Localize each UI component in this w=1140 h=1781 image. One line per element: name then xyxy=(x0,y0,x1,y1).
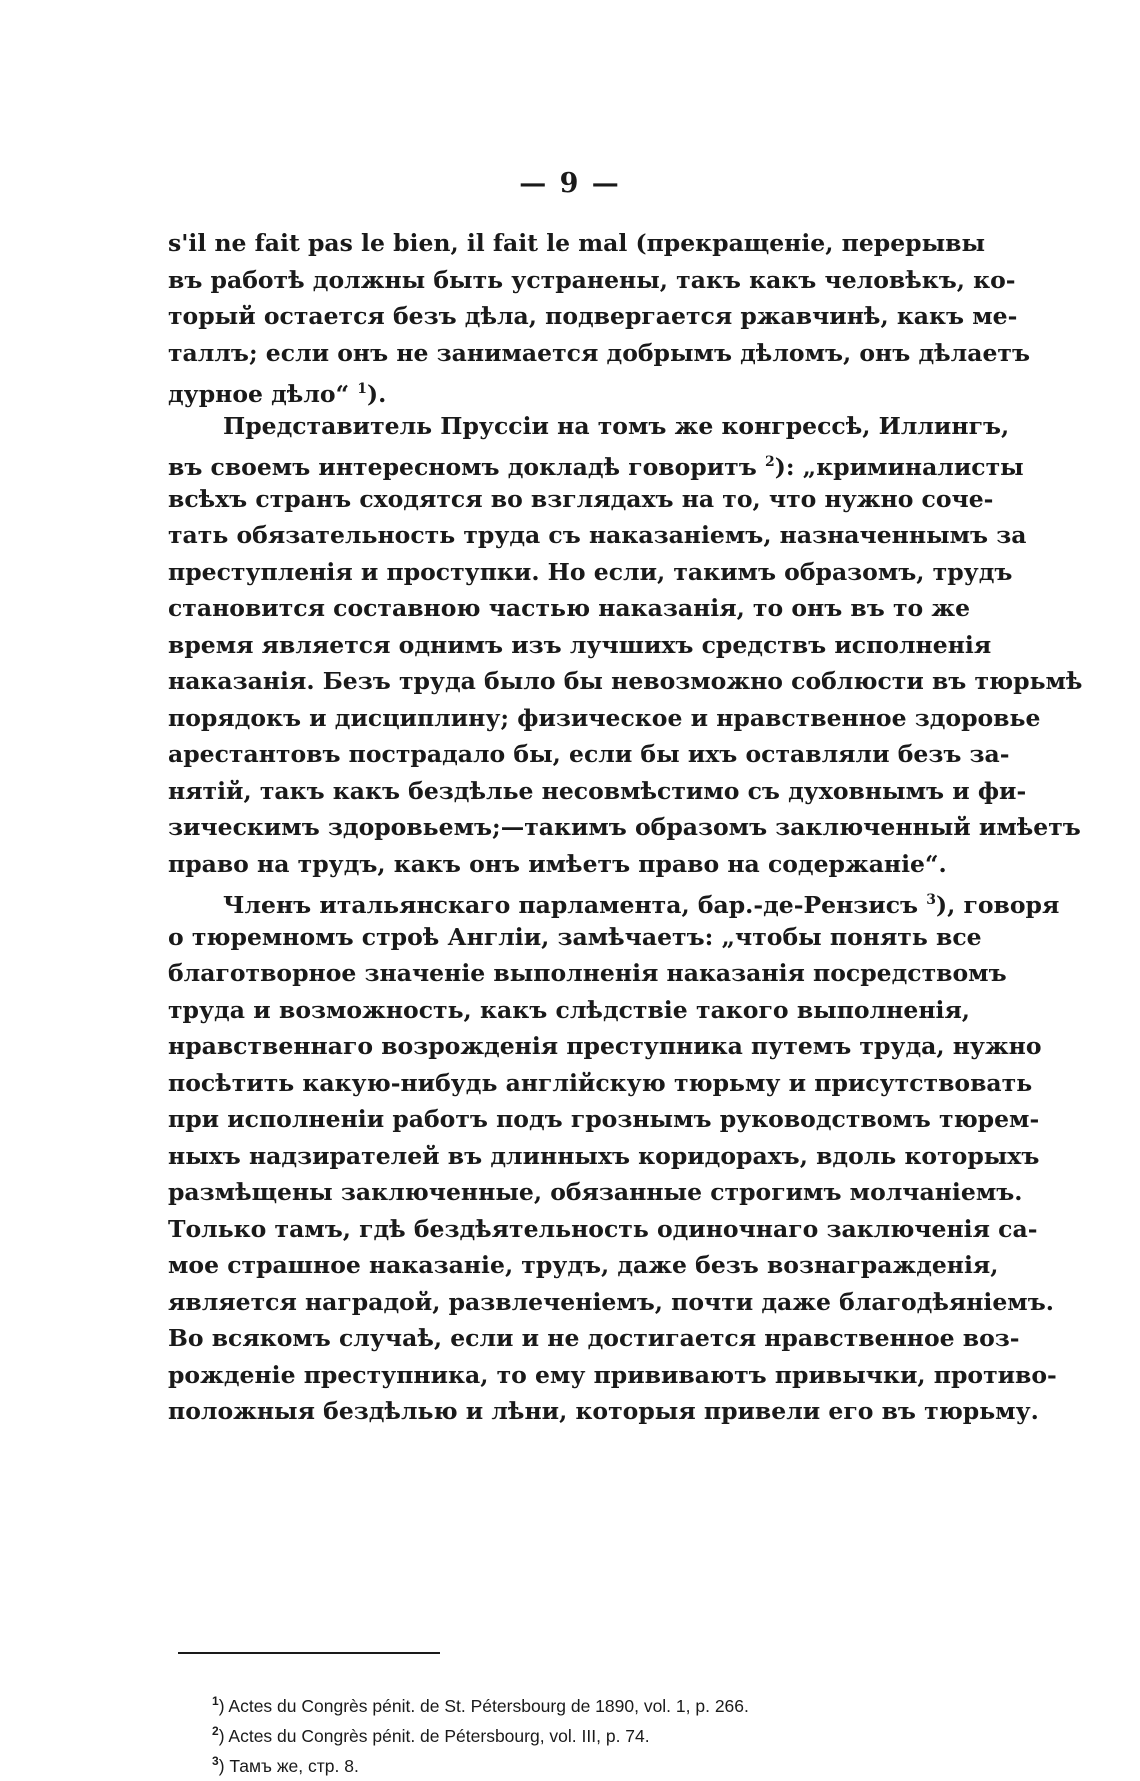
text-line: размѣщены заключенные, обязанные строгимъ молчаніемъ. xyxy=(168,1178,1023,1206)
footnote-1: $^1$) Actes du Congrès pénit. de St. Pétersbourg de 1890, vol. 1, p. 266. xyxy=(212,1694,749,1716)
text-line: Во всякомъ случаѣ, если и не достигается нравственное воз- xyxy=(168,1324,1020,1352)
text-line: положныя бездѣлью и лѣни, которыя привели его въ тюрьму. xyxy=(168,1397,1039,1425)
text-line: таллъ; если онъ не занимается добрымъ дѣломъ, онъ дѣлаетъ xyxy=(168,338,1030,367)
text-line: всѣхъ странъ сходятся во взглядахъ на то, что нужно соче- xyxy=(168,484,994,513)
text-line: рожденіе преступника, то ему прививаютъ привычки, противо- xyxy=(168,1360,1057,1389)
text-line: при исполненіи работъ подъ грознымъ руководствомъ тюрем- xyxy=(168,1105,1040,1133)
text-line: дурное дѣло“ $^1$). xyxy=(168,380,387,408)
footnote-ref-3: 3 xyxy=(926,892,936,908)
text-line: преступленія и проступки. Но если, такимъ образомъ, трудъ xyxy=(168,557,1013,586)
text-line: время является однимъ изъ лучшихъ средствъ исполненія xyxy=(168,630,992,659)
text-line: становится составною частью наказанія, то онъ въ то же xyxy=(168,594,971,622)
text-line: Членъ итальянскаго парламента, бар.-де-Рензисъ $^3$), говоря xyxy=(223,891,1060,919)
footnotes xyxy=(212,1686,972,1776)
text-line: ныхъ надзирателей въ длинныхъ коридорахъ, вдоль которыхъ xyxy=(168,1141,1040,1170)
text-line: благотворное значеніе выполненія наказанія посредствомъ xyxy=(168,959,1007,987)
text-line: нятій, такъ какъ бездѣлье несовмѣстимо съ духовнымъ и фи- xyxy=(168,776,1027,805)
footnote-ref-1: 1 xyxy=(357,381,368,397)
text-line: является наградой, развлеченіемъ, почти даже благодѣяніемъ. xyxy=(168,1287,1054,1316)
footnote-ref-2: 2 xyxy=(764,454,775,470)
footnote-3: $^3$) Тамъ же, стр. 8. xyxy=(212,1754,359,1776)
footnote-2: $^2$) Actes du Congrès pénit. de Pétersbourg, vol. III, p. 74. xyxy=(212,1724,650,1746)
text-line: право на трудъ, какъ онъ имѣетъ право на содержаніе“. xyxy=(168,849,947,878)
text-line: нравственнаго возрожденія преступника путемъ труда, нужно xyxy=(168,1032,1042,1060)
text-line: зическимъ здоровьемъ;—такимъ образомъ заключенный имѣетъ xyxy=(168,813,1081,841)
page-number: — 9 — xyxy=(519,168,621,199)
text-line: труда и возможность, какъ слѣдствіе такого выполненія, xyxy=(168,995,970,1024)
footnote-divider xyxy=(178,1652,440,1654)
text-line: порядокъ и дисциплину; физическое и нравственное здоровье xyxy=(168,703,1041,732)
text-line: въ работѣ должны быть устранены, такъ какъ человѣкъ, ко- xyxy=(168,265,1016,294)
text-line: посѣтить какую-нибудь англійскую тюрьму и присутствовать xyxy=(168,1068,1033,1097)
text-line: торый остается безъ дѣла, подвергается ржавчинѣ, какъ ме- xyxy=(168,302,1018,330)
body-text xyxy=(168,225,1083,1430)
text-line: наказанія. Безъ труда было бы невозможно соблюсти въ тюрьмѣ xyxy=(168,667,1083,695)
text-line: Только тамъ, гдѣ бездѣятельность одиночнаго заключенія са- xyxy=(168,1214,1038,1243)
text-line: арестантовъ пострадало бы, если бы ихъ оставляли безъ за- xyxy=(168,740,1010,768)
text-line: тать обязательность труда съ наказаніемъ, назначеннымъ за xyxy=(168,521,1027,549)
text-line: Представитель Пруссіи на томъ же конгрессѣ, Иллингъ, xyxy=(223,411,1010,440)
text-line: мое страшное наказаніе, трудъ, даже безъ вознагражденія, xyxy=(168,1251,999,1279)
text-line: о тюремномъ строѣ Англіи, замѣчаетъ: „чтобы понять все xyxy=(168,922,982,951)
text-line: s'il ne fait pas le bien, il fait le mal (прекращеніе, перерывы xyxy=(168,229,986,257)
text-line: въ своемъ интересномъ докладѣ говоритъ $^2$): „криминалисты xyxy=(168,453,1024,481)
